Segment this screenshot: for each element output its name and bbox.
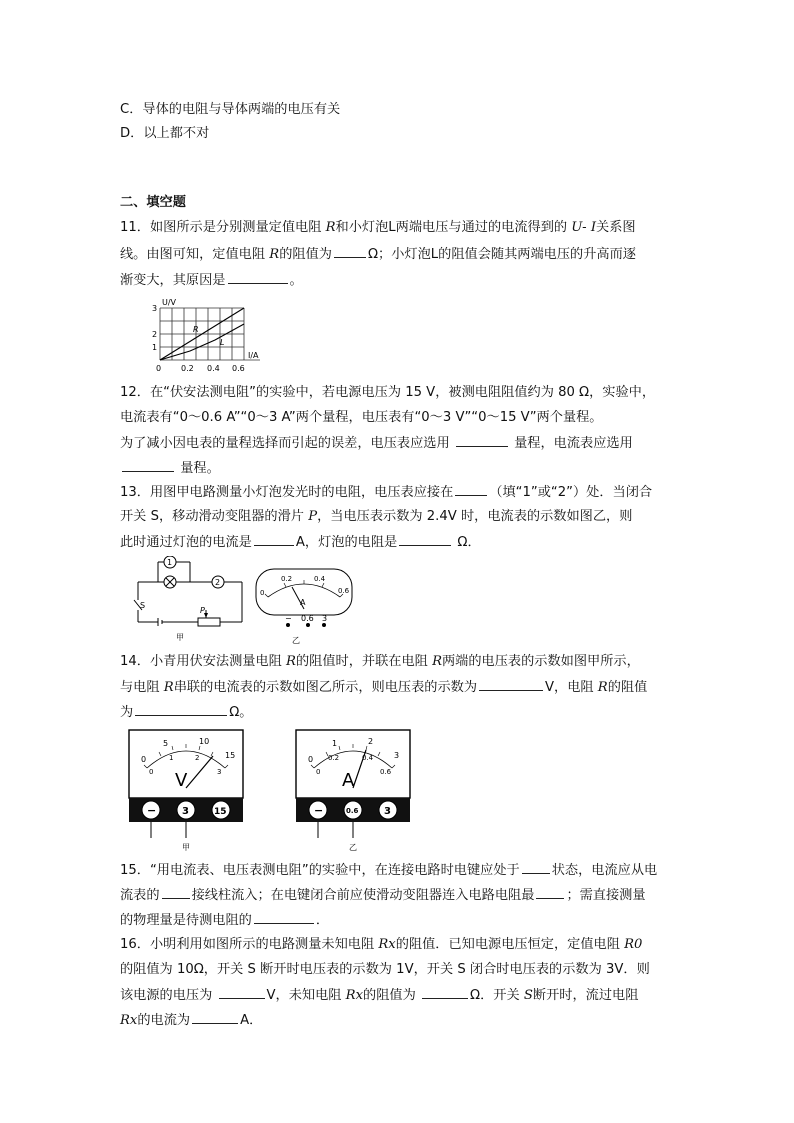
meter-unit: A [342, 770, 355, 791]
q16-line3: 该电源的电压为 V，未知电阻 Rx的阻值为 Ω．开关 S断开时，流过电阻 [120, 988, 639, 1003]
q11-line3: 渐变大，其原因是 。 [120, 273, 303, 288]
figure-caption: 甲 [176, 633, 184, 642]
meter-unit: V [175, 770, 188, 791]
meter-tick: 0.2 [281, 575, 293, 583]
answer-blank[interactable] [254, 911, 314, 924]
q13-ammeter [252, 565, 357, 647]
q12-line3: 为了减小因电表的量程选择而引起的误差，电压表应选用 量程，电流表应选用 [120, 436, 633, 451]
scale-tick: 0 [316, 768, 321, 776]
meter-tick: 0.4 [314, 575, 326, 583]
switch-label: S [140, 601, 146, 610]
scale-tick: 1 [332, 739, 338, 748]
meter-1-label: 1 [167, 558, 173, 567]
figure-caption: 甲 [182, 843, 190, 852]
terminal-label: 0.6 [301, 614, 314, 623]
answer-blank[interactable] [254, 533, 294, 546]
answer-blank[interactable] [122, 459, 174, 472]
q14-line1: 14．小青用伏安法测量电阻 R的阻值时，并联在电阻 R两端的电压表的示数如图甲所示， [120, 654, 640, 669]
q16-line2: 的阻值为 10Ω，开关 S 断开时电压表的示数为 1V，开关 S 闭合时电压表的示数为 3V．则 [120, 962, 650, 977]
answer-blank[interactable] [228, 271, 288, 284]
q13-line3: 此时通过灯泡的电流是 A，灯泡的电阻是 Ω． [120, 535, 481, 550]
option-c: C．导体的电阻与导体两端的电压有关 [120, 102, 341, 117]
meter-2-label: 2 [215, 578, 221, 587]
figure-caption: 乙 [292, 636, 300, 645]
q16-line1: 16．小明利用如图所示的电路测量未知电阻 Rx的阻值．已知电源电压恒定，定值电阻 R0 [120, 937, 643, 952]
q13-line2: 开关 S，移动滑动变阻器的滑片 P，当电压表示数为 2.4V 时，电流表的示数如图乙，则 [120, 509, 633, 524]
slider-label: P [200, 606, 205, 615]
x-tick: 0.6 [232, 364, 245, 373]
terminal-label: 3 [322, 614, 328, 623]
terminal-label: 3 [182, 806, 189, 817]
scale-tick: 0.4 [362, 754, 374, 762]
y-axis-label: U/V [162, 298, 177, 307]
scale-tick: 0 [308, 755, 314, 764]
scale-tick: 3 [217, 768, 222, 776]
curve-l-label: L [220, 338, 225, 347]
answer-blank[interactable] [536, 886, 564, 899]
x-axis-label: I/A [248, 351, 259, 360]
answer-blank[interactable] [334, 245, 366, 258]
q14-ammeter [292, 726, 416, 854]
q13-line1: 13．用图甲电路测量小灯泡发光时的电阻，电压表应接在 （填“1”或“2”）处．当闭合 [120, 485, 653, 500]
q14-line2: 与电阻 R串联的电流表的示数如图乙所示，则电压表的示数为 V，电阻 R的阻值 [120, 680, 648, 695]
scale-tick: 1 [169, 754, 174, 762]
q15-line1: 15．“用电流表、电压表测电阻”的实验中，在连接电路时电键应处于 状态，电流应从电 [120, 863, 658, 878]
answer-blank[interactable] [422, 986, 468, 999]
scale-tick: 5 [163, 739, 169, 748]
q13-circuit-diagram [120, 556, 248, 642]
q11-line1: 11．如图所示是分别测量定值电阻 R和小灯泡L两端电压与通过的电流得到的 U- I关系图 [120, 220, 636, 235]
y-tick: 3 [152, 304, 158, 313]
answer-blank[interactable] [456, 434, 508, 447]
q14-voltmeter [125, 726, 249, 854]
scale-tick: 0 [141, 755, 147, 764]
scale-tick: 15 [225, 751, 236, 760]
answer-blank[interactable] [162, 886, 190, 899]
q11-ui-graph [140, 296, 270, 374]
q15-line3: 的物理量是待测电阻的 ． [120, 913, 330, 928]
terminal-label: 15 [214, 807, 227, 817]
q16-line4: Rx的电流为 A． [120, 1013, 263, 1028]
q11-line2: 线。由图可知，定值电阻 R的阻值为 Ω；小灯泡L的阻值会随其两端电压的升高而逐 [120, 247, 636, 262]
terminal-label: − [285, 614, 292, 623]
answer-blank[interactable] [455, 483, 487, 496]
answer-blank[interactable] [219, 986, 265, 999]
x-tick: 0.2 [181, 364, 194, 373]
answer-blank[interactable] [479, 678, 543, 691]
option-d: D．以上都不对 [120, 126, 210, 141]
answer-blank[interactable] [399, 533, 451, 546]
terminal-label: 3 [384, 806, 391, 817]
q14-line3: 为 Ω。 [120, 705, 253, 720]
meter-tick: 0.6 [338, 587, 350, 595]
y-tick: 1 [152, 343, 158, 352]
terminal-label: − [314, 804, 324, 817]
answer-blank[interactable] [192, 1011, 238, 1024]
scale-tick: 2 [368, 737, 374, 746]
meter-unit: A [300, 598, 306, 607]
terminal-label: 0.6 [346, 807, 359, 815]
y-tick: 2 [152, 330, 158, 339]
scale-tick: 3 [394, 751, 400, 760]
q12-line2: 电流表有“0～0.6 A”“0～3 A”两个量程，电压表有“0～3 V”“0～15 V”两个量程。 [120, 410, 603, 425]
section-title: 二、填空题 [120, 195, 186, 210]
figure-caption: 乙 [349, 843, 357, 852]
scale-tick: 0.6 [380, 768, 392, 776]
x-tick: 0 [156, 364, 162, 373]
x-tick: 0.4 [207, 364, 220, 373]
q15-line2: 流表的 接线柱流入；在电键闭合前应使滑动变阻器连入电路电阻最 ；需直接测量 [120, 888, 646, 903]
scale-tick: 0 [149, 768, 154, 776]
meter-tick: 0 [260, 589, 265, 597]
scale-tick: 10 [199, 737, 210, 746]
q12-line1: 12．在“伏安法测电阻”的实验中，若电源电压为 15 V，被测电阻阻值约为 80 Ω，实验中， [120, 385, 656, 400]
curve-r-label: R [193, 325, 199, 334]
terminal-label: − [147, 804, 157, 817]
answer-blank[interactable] [522, 861, 550, 874]
scale-tick: 0.2 [328, 754, 340, 762]
answer-blank[interactable] [135, 703, 227, 716]
q12-line4: 量程。 [120, 459, 220, 478]
scale-tick: 2 [195, 754, 200, 762]
